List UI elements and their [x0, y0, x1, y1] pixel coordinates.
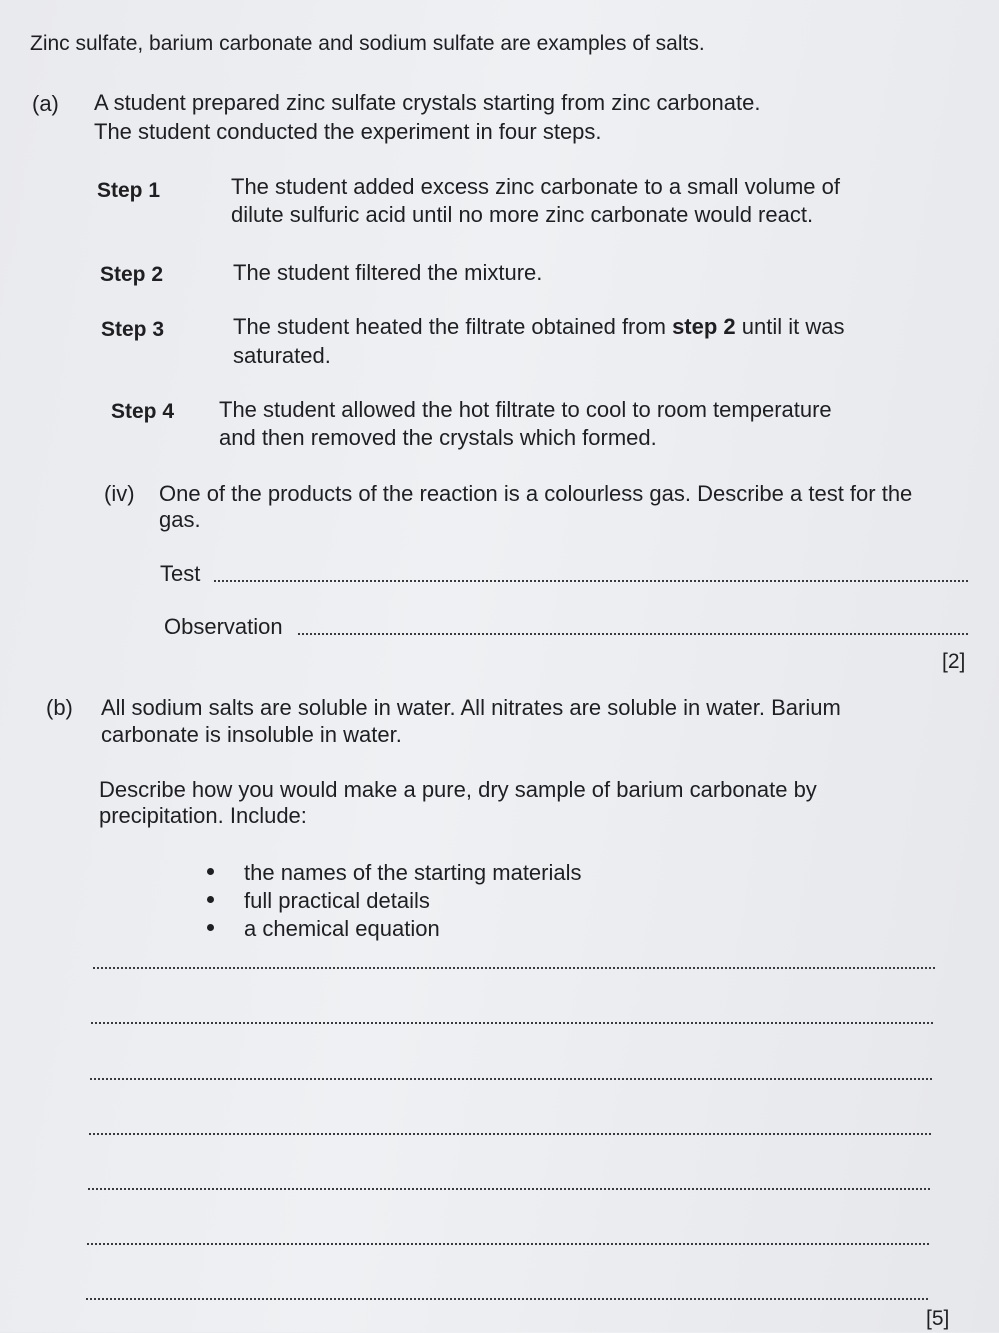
bullet-chemical-equation: a chemical equation — [244, 916, 440, 941]
step-4-label: Step 4 — [111, 400, 175, 423]
step-4-line1: The student allowed the hot filtrate to cool to room temperature — [219, 397, 832, 422]
part-a-label: (a) — [32, 91, 59, 116]
part-b-label: (b) — [46, 695, 73, 720]
test-answer-line[interactable] — [214, 580, 968, 582]
bullet-point — [207, 868, 214, 875]
part-b-line2: carbonate is insoluble in water. — [101, 722, 402, 747]
answer-line[interactable] — [91, 1022, 933, 1024]
step-3-line2: saturated. — [233, 343, 331, 368]
part-b-line4: precipitation. Include: — [99, 803, 307, 828]
part-b-line1: All sodium salts are soluble in water. All nitrates are soluble in water. Barium — [101, 695, 841, 720]
observation-label: Observation — [164, 614, 283, 639]
bullet-point — [207, 896, 214, 903]
answer-line[interactable] — [87, 1243, 929, 1245]
question-iv-line2: gas. — [159, 507, 201, 532]
test-label: Test — [160, 561, 201, 586]
step-1-line1: The student added excess zinc carbonate to a small volume of — [231, 174, 841, 199]
answer-line[interactable] — [93, 967, 935, 969]
question-iv-line1: One of the products of the reaction is a colourless gas. Describe a test for the — [159, 481, 913, 506]
step-1-line2: dilute sulfuric acid until no more zinc carbonate would react. — [231, 202, 814, 227]
step-1-label: Step 1 — [97, 179, 161, 202]
marks-b: [5] — [926, 1307, 950, 1330]
marks-iv: [2] — [942, 650, 966, 673]
step-3-line1: The student heated the filtrate obtained from step 2 until it was — [233, 314, 845, 339]
question-iv-label: (iv) — [104, 481, 135, 506]
step-4-line2: and then removed the crystals which formed. — [219, 425, 657, 450]
answer-line[interactable] — [86, 1298, 928, 1300]
part-a-line1: A student prepared zinc sulfate crystals starting from zinc carbonate. — [94, 90, 761, 115]
answer-line[interactable] — [90, 1078, 932, 1080]
intro-text: Zinc sulfate, barium carbonate and sodium sulfate are examples of salts. — [30, 32, 705, 55]
step-2-reference: step 2 — [672, 314, 736, 339]
observation-answer-line[interactable] — [298, 633, 968, 635]
part-a-line2: The student conducted the experiment in four steps. — [94, 119, 602, 144]
bullet-practical-details: full practical details — [244, 888, 430, 913]
step-2-label: Step 2 — [100, 263, 164, 286]
bullet-starting-materials: the names of the starting materials — [244, 860, 582, 885]
step-3-label: Step 3 — [101, 318, 165, 341]
step-2-line1: The student filtered the mixture. — [233, 260, 543, 285]
answer-line[interactable] — [89, 1133, 931, 1135]
part-b-line3: Describe how you would make a pure, dry sample of barium carbonate by — [99, 777, 817, 802]
bullet-point — [207, 924, 214, 931]
answer-line[interactable] — [88, 1188, 930, 1190]
